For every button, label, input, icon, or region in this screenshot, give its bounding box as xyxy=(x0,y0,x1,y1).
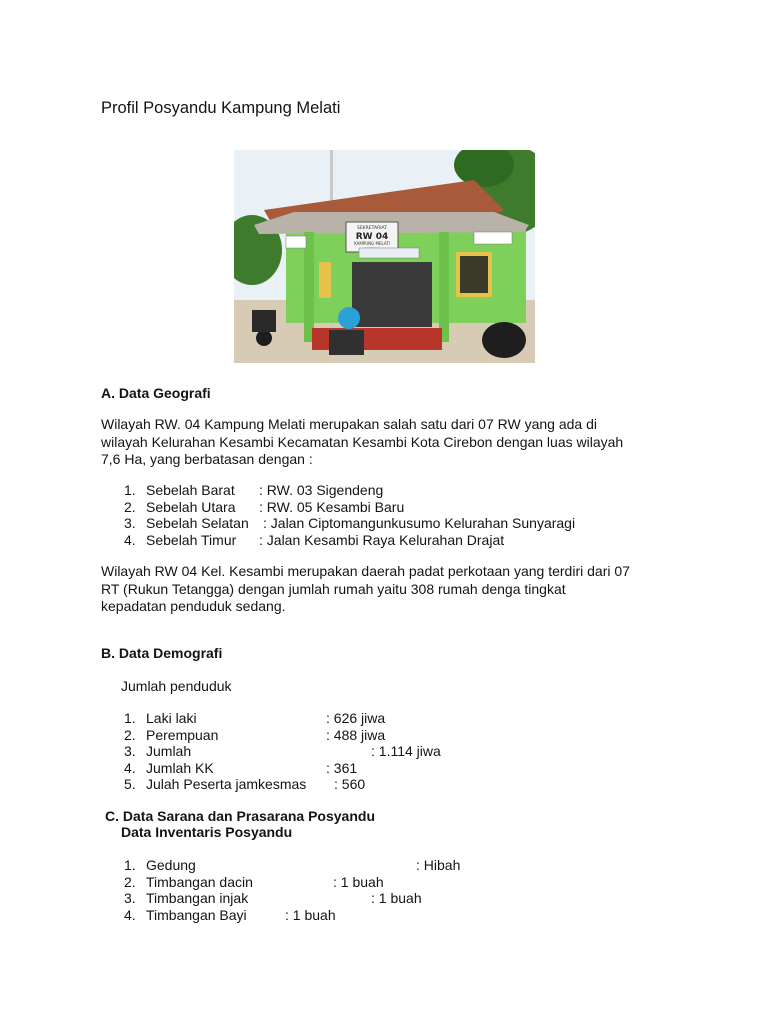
section-c-subheading: Data Inventaris Posyandu xyxy=(121,824,293,840)
list-number: 1. xyxy=(124,482,136,498)
list-value: : 626 jiwa xyxy=(326,710,386,726)
list-number: 3. xyxy=(124,515,136,531)
section-a-intro xyxy=(101,416,681,469)
list-number: 2. xyxy=(124,726,136,743)
list-value: : 560 xyxy=(334,776,366,792)
svg-text:SEKRETARIAT: SEKRETARIAT xyxy=(356,226,388,231)
section-a-heading: A. Data Geografi xyxy=(101,385,211,401)
section-a-closing xyxy=(101,563,681,616)
text-line: Wilayah RW. 04 Kampung Melati merupakan salah satu dari 07 RW yang ada di xyxy=(101,416,597,432)
list-number: 2. xyxy=(124,498,136,515)
photo-door xyxy=(352,262,432,327)
list-label: Perempuan xyxy=(146,726,219,743)
list-value: : RW. 05 Kesambi Baru xyxy=(259,498,405,515)
list-number: 4. xyxy=(124,759,136,776)
list-label: Timbangan injak xyxy=(146,890,249,906)
section-b-heading: B. Data Demografi xyxy=(101,645,223,661)
list-number: 3. xyxy=(124,743,136,759)
list-value: : Jalan Ciptomangunkusumo Kelurahan Sunyaragi xyxy=(263,515,576,531)
list-label: Julah Peserta jamkesmas xyxy=(146,776,307,792)
list-value: : Hibah xyxy=(416,857,461,873)
list-label: Gedung xyxy=(146,857,196,873)
text-line: 7,6 Ha, yang berbatasan dengan : xyxy=(101,451,313,467)
list-value: : RW. 03 Sigendeng xyxy=(259,482,384,498)
list-number: 5. xyxy=(124,776,136,792)
list-label: Jumlah xyxy=(146,743,192,759)
list-label: Timbangan dacin xyxy=(146,873,253,890)
text-line: kepadatan penduduk sedang. xyxy=(101,598,286,614)
svg-text:KAMPUNG MELATI: KAMPUNG MELATI xyxy=(354,241,390,246)
posyandu-building-photo xyxy=(234,150,535,363)
list-value: : 1 buah xyxy=(333,873,384,890)
list-value: : 488 jiwa xyxy=(326,726,386,743)
svg-text:RW 04: RW 04 xyxy=(355,232,389,242)
photo-motorcycle xyxy=(256,330,272,346)
list-number: 1. xyxy=(124,710,136,726)
text-line: Wilayah RW 04 Kel. Kesambi merupakan daerah padat perkotaan yang terdiri dari 07 xyxy=(101,563,630,579)
page-title: Profil Posyandu Kampung Melati xyxy=(101,99,341,117)
list-value: : 1 buah xyxy=(285,906,336,923)
list-label: Sebelah Selatan xyxy=(146,515,249,531)
list-number: 2. xyxy=(124,873,136,890)
list-value: : Jalan Kesambi Raya Kelurahan Drajat xyxy=(259,531,505,548)
list-number: 4. xyxy=(124,906,136,923)
list-label: Laki laki xyxy=(146,710,197,726)
list-number: 4. xyxy=(124,531,136,548)
list-value: : 361 xyxy=(326,759,358,776)
list-number: 1. xyxy=(124,857,136,873)
list-value: : 1 buah xyxy=(371,890,422,906)
list-label: Sebelah Timur xyxy=(146,531,237,548)
list-number: 3. xyxy=(124,890,136,906)
list-value: : 1.114 jiwa xyxy=(371,743,441,759)
section-b-subheading: Jumlah penduduk xyxy=(121,678,232,694)
section-c-heading: C. Data Sarana dan Prasarana Posyandu xyxy=(105,808,375,824)
list-label: Timbangan Bayi xyxy=(146,906,247,923)
list-label: Jumlah KK xyxy=(146,759,214,776)
list-label: Sebelah Utara xyxy=(146,498,236,515)
text-line: wilayah Kelurahan Kesambi Kecamatan Kesambi Kota Cirebon dengan luas wilayah xyxy=(101,433,624,450)
text-line: RT (Rukun Tetangga) dengan jumlah rumah yaitu 308 rumah denga tingkat xyxy=(101,580,566,597)
list-label: Sebelah Barat xyxy=(146,482,235,498)
